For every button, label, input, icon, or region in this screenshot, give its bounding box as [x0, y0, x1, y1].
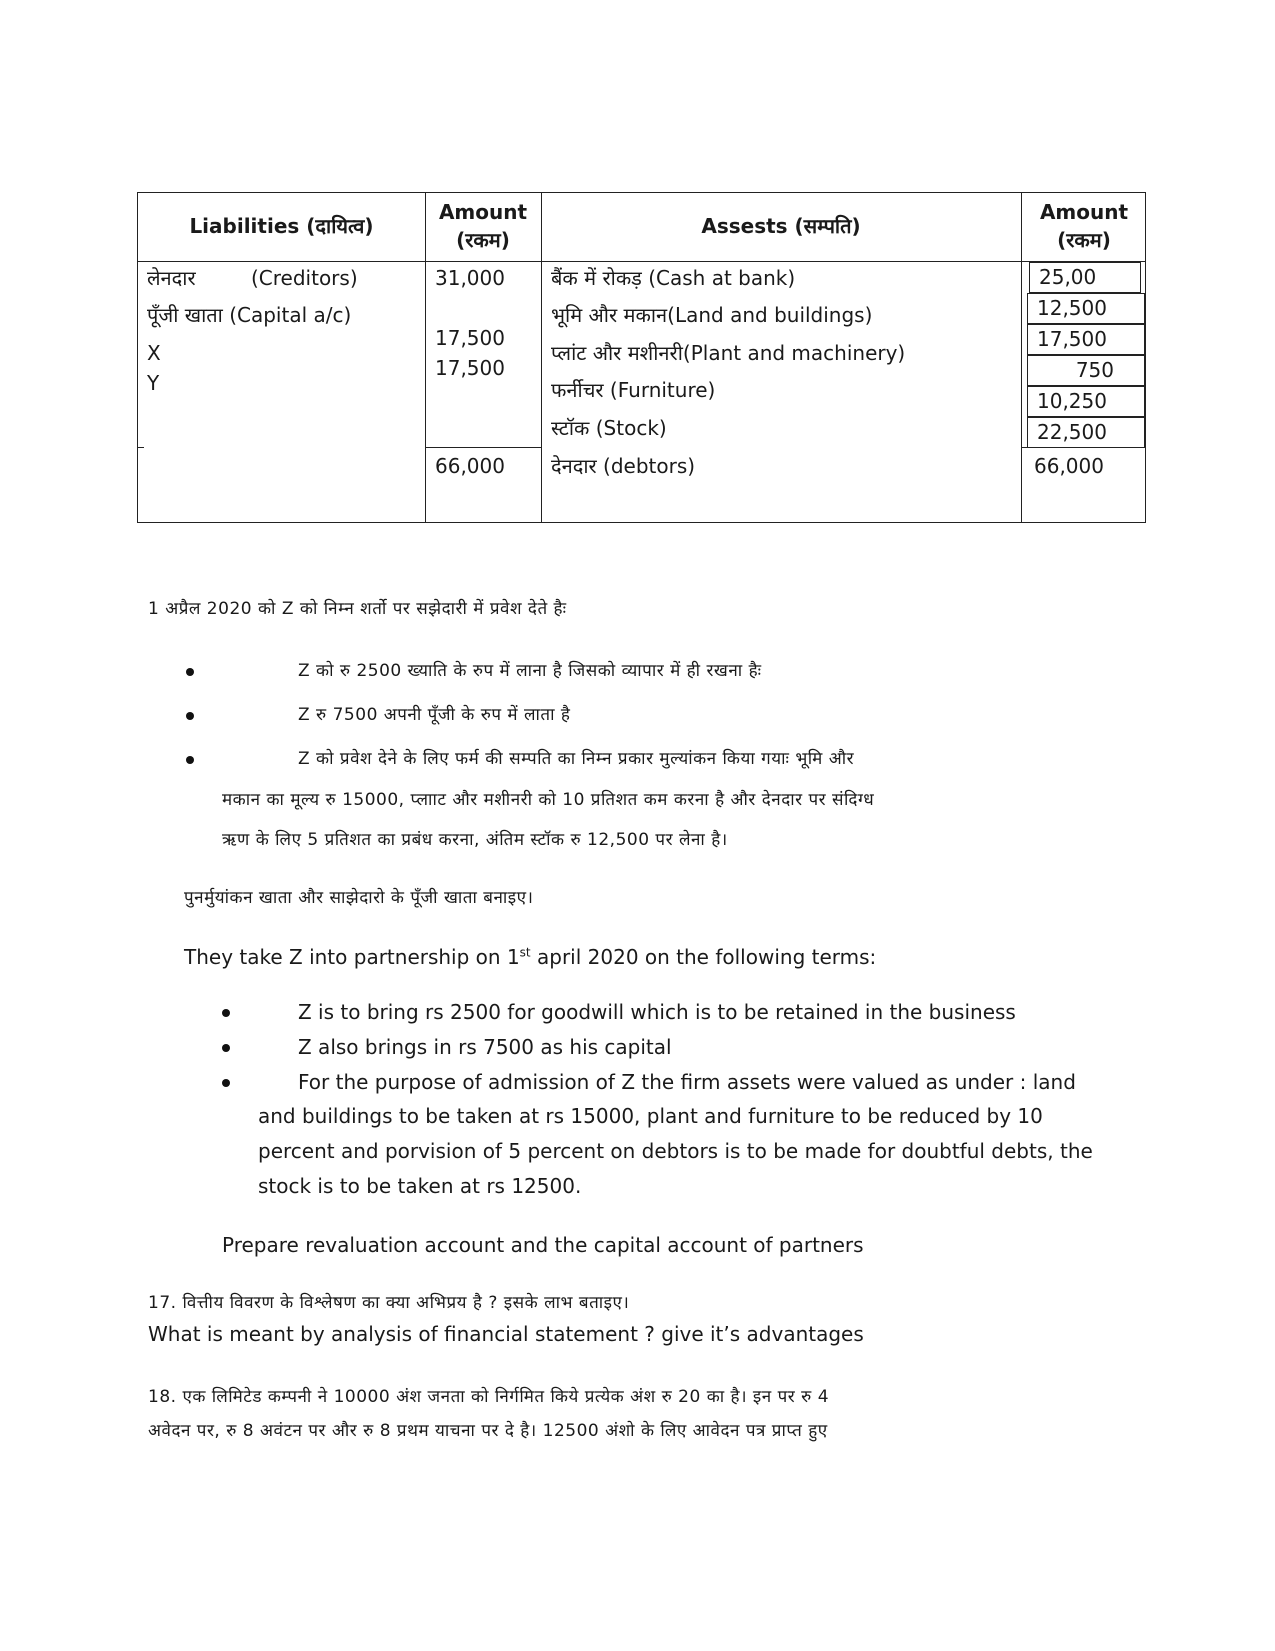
question-18-line-1: 18. एक लिमिटेड कम्पनी ने 10000 अंश जनता को निर्गमित किये प्रत्येक अंश रु 20 का है। इन पर रु 4 — [148, 1387, 830, 1407]
bullet-icon — [222, 1044, 230, 1052]
hindi-task: पुनर्मुयांकन खाता और साझेदारो के पूँजी खाता बनाइए। — [184, 888, 534, 908]
liability-x: X — [147, 341, 161, 365]
asset-furniture: फर्नीचर (Furniture) — [551, 378, 716, 402]
bullet-icon — [222, 1079, 230, 1087]
amount-land: 12,500 — [1027, 293, 1145, 324]
amount-plant: 17,500 — [1027, 324, 1145, 355]
header-amount-en: Amount — [1039, 200, 1129, 224]
english-bullet-3-line-4: stock is to be taken at rs 12500. — [258, 1174, 582, 1198]
english-intro — [184, 945, 876, 969]
question-18-line-2: अवेदन पर, रु 8 अवंटन पर और रु 8 प्रथम याचना पर दे है। 12500 अंशो के लिए आवेदन पत्र प्राप्त हुए — [148, 1421, 828, 1441]
hindi-bullet-3-line-3: ऋण के लिए 5 प्रतिशत का प्रबंध करना, अंतिम स्टॉक रु 12,500 पर लेना है। — [222, 830, 728, 850]
hindi-bullet-3-line-2: मकान का मूल्य रु 15000, प्लााट और मशीनरी को 10 प्रतिशत कम करना है और देनदार पर संदिग्ध — [222, 790, 875, 810]
amount-creditors: 31,000 — [435, 266, 505, 290]
hindi-bullet-1: Z को रु 2500 ख्याति के रुप में लाना है जिसको व्यापार में ही रखना हैः — [298, 661, 762, 681]
amount-stock: 10,250 — [1027, 386, 1145, 417]
hindi-intro: 1 अप्रैल 2020 को Z को निम्न शर्तो पर सझेदारी में प्रवेश देते हैः — [148, 599, 567, 619]
english-intro-before: They take Z into partnership on 1 — [184, 945, 520, 969]
bullet-icon — [186, 712, 194, 720]
english-intro-sup: st — [519, 945, 531, 960]
header-amount-en: Amount — [438, 200, 528, 224]
asset-plant: प्लांट और मशीनरी(Plant and machinery) — [551, 341, 906, 365]
english-bullet-3-line-1: For the purpose of admission of Z the firm assets were valued as under : land — [298, 1070, 1076, 1094]
asset-land: भूमि और मकान(Land and buildings) — [551, 303, 873, 327]
hindi-bullet-3-line-1: Z को प्रवेश देने के लिए फर्म की सम्पति का निम्न प्रकार मुल्यांकन किया गयाः भूमि और — [298, 749, 855, 769]
column-divider — [541, 193, 542, 522]
amount-liabilities-total: 66,000 — [435, 454, 505, 478]
amount-assets-total: 66,000 — [1034, 454, 1104, 478]
bullet-icon — [186, 668, 194, 676]
question-17-hindi: 17. वित्तीय विवरण के विश्लेषण का क्या अभिप्रय है ? इसके लाभ बताइए। — [148, 1293, 630, 1313]
row-divider — [138, 447, 144, 448]
hindi-bullet-2: Z रु 7500 अपनी पूँजी के रुप में लाता है — [298, 705, 571, 725]
header-amount-liabilities — [425, 198, 541, 254]
english-task: Prepare revaluation account and the capital account of partners — [222, 1233, 864, 1257]
amount-x: 17,500 — [435, 326, 505, 350]
english-intro-after: april 2020 on the following terms: — [530, 945, 877, 969]
asset-cash: बैंक में रोकड़ (Cash at bank) — [551, 266, 796, 290]
question-17-english: What is meant by analysis of financial statement ? give it’s advantages — [148, 1322, 864, 1346]
liability-y: Y — [147, 371, 160, 395]
liability-creditors-hi: लेनदार — [147, 266, 196, 290]
bullet-icon — [222, 1009, 230, 1017]
amount-cash: 25,00 — [1029, 262, 1141, 293]
header-amount-hi: (रकम) — [1057, 228, 1111, 252]
balance-sheet-table — [137, 192, 1146, 523]
liability-creditors-en: (Creditors) — [251, 266, 358, 290]
asset-stock: स्टॉक (Stock) — [551, 416, 667, 440]
bullet-icon — [186, 756, 194, 764]
header-divider — [138, 261, 1145, 262]
amount-y: 17,500 — [435, 356, 505, 380]
liability-capital: पूँजी खाता (Capital a/c) — [147, 303, 352, 327]
header-assets: Assests (सम्पति) — [701, 214, 861, 238]
row-divider — [1021, 447, 1145, 448]
english-bullet-3-line-3: percent and porvision of 5 percent on debtors is to be made for doubtful debts, the — [258, 1139, 1093, 1163]
english-bullet-3-line-2: and buildings to be taken at rs 15000, plant and furniture to be reduced by 10 — [258, 1104, 1043, 1128]
header-amount-hi: (रकम) — [456, 228, 510, 252]
english-bullet-2: Z also brings in rs 7500 as his capital — [298, 1035, 672, 1059]
amount-debtors: 22,500 — [1027, 417, 1145, 448]
english-bullet-1: Z is to bring rs 2500 for goodwill which is to be retained in the business — [298, 1000, 1016, 1024]
amount-furniture: 750 — [1027, 355, 1145, 386]
header-amount-assets — [1021, 198, 1147, 254]
asset-debtors: देनदार (debtors) — [551, 454, 696, 478]
header-liabilities: Liabilities (दायित्व) — [189, 214, 374, 238]
row-divider — [425, 447, 541, 448]
